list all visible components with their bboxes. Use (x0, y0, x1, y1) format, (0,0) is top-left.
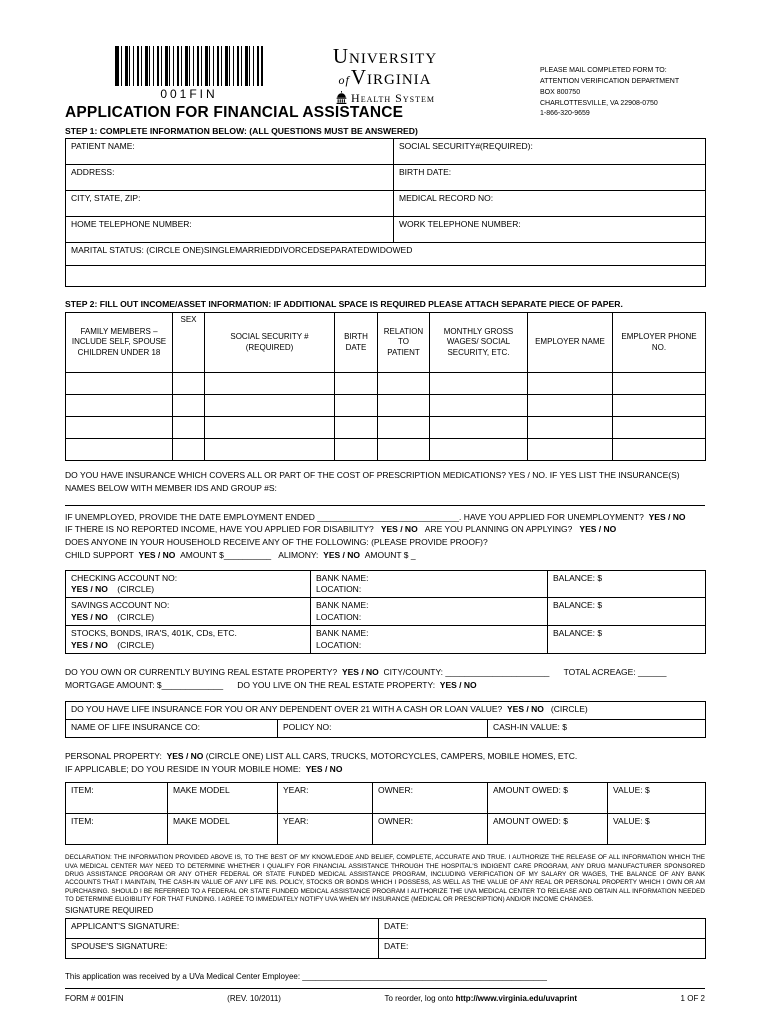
applicant-date-cell[interactable] (379, 919, 706, 939)
item-row (66, 783, 706, 814)
savings-bank-cell[interactable] (311, 598, 548, 626)
address-cell[interactable] (66, 165, 394, 191)
input-cell[interactable] (430, 395, 528, 417)
input-cell[interactable] (528, 373, 613, 395)
savings-account-row (66, 598, 706, 626)
input-cell[interactable] (430, 439, 528, 461)
savings-account-label: SAVINGS ACCOUNT NO: (71, 600, 170, 611)
item-label: ITEM: (71, 785, 94, 796)
signature-table (65, 918, 706, 959)
work-phone-label: WORK TELEPHONE NUMBER: (399, 219, 521, 229)
year-cell[interactable] (278, 783, 373, 814)
applicant-signature-cell[interactable] (66, 919, 379, 939)
input-cell[interactable] (335, 417, 378, 439)
input-cell[interactable] (378, 373, 430, 395)
home-phone-label: HOME TELEPHONE NUMBER: (71, 219, 192, 229)
life-insurance-question: DO YOU HAVE LIFE INSURANCE FOR YOU OR ANY DEPENDENT OVER 21 WITH A CASH OR LOAN VALUE? (71, 703, 503, 714)
make-model-cell[interactable] (168, 783, 278, 814)
balance-label: BALANCE: $ (553, 572, 603, 583)
city-county-blank[interactable]: CITY/COUNTY: ______________________ (383, 667, 550, 678)
stocks-bank-cell[interactable] (311, 626, 548, 654)
disability-text: IF THERE IS NO REPORTED INCOME, HAVE YOU APPLIED FOR DISABILITY? (65, 524, 374, 535)
alimony-text: ALIMONY: (278, 549, 319, 560)
checking-yes-no[interactable]: YES / NO (71, 583, 108, 594)
location-label: LOCATION: (316, 611, 362, 622)
items-table (65, 782, 706, 845)
mail-info (540, 66, 679, 120)
input-cell[interactable] (528, 395, 613, 417)
spouse-signature-label: SPOUSE'S SIGNATURE: (71, 941, 168, 952)
circle-hint: (CIRCLE) (550, 703, 588, 714)
mobile-home-text: IF APPLICABLE; DO YOU RESIDE IN YOUR MOBILE HOME: (65, 763, 301, 774)
work-phone-cell[interactable] (394, 217, 706, 243)
col-birth-date: BIRTH DATE (335, 313, 378, 373)
logo-health-system-line (295, 91, 475, 106)
live-on-property-text: DO YOU LIVE ON THE REAL ESTATE PROPERTY: (237, 680, 436, 691)
make-model-label: MAKE MODEL (173, 785, 230, 796)
life-insurance-yes-no[interactable]: YES / NO (506, 703, 544, 714)
savings-balance-cell[interactable] (548, 598, 706, 626)
city-state-zip-label: CITY, STATE, ZIP: (71, 193, 141, 203)
ssn-label: SOCIAL SECURITY#(REQUIRED): (399, 141, 533, 151)
policy-no-label: POLICY NO: (283, 721, 332, 732)
input-cell[interactable] (528, 417, 613, 439)
applicant-signature-label: APPLICANT'S SIGNATURE: (71, 921, 180, 932)
item-label: ITEM: (71, 816, 94, 827)
circle-hint: (CIRCLE) (117, 583, 155, 594)
marital-option-single[interactable]: SINGLE (203, 245, 236, 255)
family-member-row (66, 439, 706, 461)
checking-bank-cell[interactable] (311, 570, 548, 598)
cash-in-value-cell[interactable] (488, 719, 706, 737)
mail-line: 1-866-320-9659 (540, 110, 590, 118)
cash-in-value-label: CASH-IN VALUE: $ (493, 721, 568, 732)
marital-option-separated[interactable]: SEPARATED (319, 245, 370, 255)
input-cell[interactable] (66, 395, 173, 417)
amount-owed-cell[interactable] (488, 814, 608, 845)
stocks-balance-cell[interactable] (548, 626, 706, 654)
item-cell[interactable] (66, 783, 168, 814)
child-support-text: CHILD SUPPORT (65, 549, 134, 560)
live-on-property-yes-no[interactable]: YES / NO (439, 680, 477, 691)
logo-health-system: Health System (351, 91, 435, 106)
reorder-prefix: To reorder, log onto (384, 994, 456, 1004)
page-number: 1 OF 2 (680, 994, 705, 1004)
policy-no-cell[interactable] (278, 719, 488, 737)
total-acreage-blank[interactable]: TOTAL ACREAGE: ______ (563, 667, 667, 678)
input-cell[interactable] (378, 417, 430, 439)
revision: (REV. 10/2011) (227, 994, 281, 1004)
input-cell[interactable] (66, 417, 173, 439)
make-model-label: MAKE MODEL (173, 816, 230, 827)
insurance-question: DO YOU HAVE INSURANCE WHICH COVERS ALL OR PART OF THE COST OF PRESCRIPTION MEDICATIONS? YES / NO. IF YES LIST THE INSURANCE(S) NAMES BELOW WITH MEMBER IDS AND GROUP #S: (65, 470, 680, 493)
input-cell[interactable] (378, 395, 430, 417)
input-cell[interactable] (613, 395, 706, 417)
family-member-row (66, 373, 706, 395)
life-insurance-name-label: NAME OF LIFE INSURANCE CO: (71, 721, 200, 732)
bank-name-label: BANK NAME: (316, 572, 369, 583)
date-label: DATE: (384, 941, 409, 952)
col-employer-phone: EMPLOYER PHONE NO. (613, 313, 706, 373)
unemployment-yes-no[interactable]: YES / NO (648, 511, 686, 522)
col-relation: RELATION TO PATIENT (378, 313, 430, 373)
input-cell[interactable] (378, 439, 430, 461)
address-label: ADDRESS: (71, 167, 115, 177)
input-cell[interactable] (335, 395, 378, 417)
col-sex: SEX (173, 313, 205, 373)
input-cell[interactable] (205, 439, 335, 461)
col-monthly-gross: MONTHLY GROSS WAGES/ SOCIAL SECURITY, ETC. (430, 313, 528, 373)
marital-option-widowed[interactable]: WIDOWED (369, 245, 413, 255)
family-member-row (66, 417, 706, 439)
personal-property-text: PERSONAL PROPERTY: (65, 750, 162, 761)
owner-label: OWNER: (378, 785, 413, 796)
marital-option-divorced[interactable]: DIVORCED (274, 245, 320, 255)
year-label: YEAR: (283, 785, 309, 796)
amount-owed-label: AMOUNT OWED: $ (493, 785, 568, 796)
mail-line: ATTENTION VERIFICATION DEPARTMENT (540, 77, 680, 85)
patient-name-label: PATIENT NAME: (71, 141, 135, 151)
logo-university: University (332, 44, 438, 68)
input-cell[interactable] (205, 395, 335, 417)
mobile-home-line (65, 763, 705, 776)
mortgage-line (65, 679, 705, 692)
alimony-amount[interactable]: AMOUNT $ _ (364, 549, 416, 560)
household-line: DOES ANYONE IN YOUR HOUSEHOLD RECEIVE ANY OF THE FOLLOWING: (PLEASE PROVIDE PROOF)? (65, 537, 488, 547)
year-label: YEAR: (283, 816, 309, 827)
input-cell[interactable] (66, 373, 173, 395)
real-estate-text: DO YOU OWN OR CURRENTLY BUYING REAL ESTATE PROPERTY? (65, 667, 338, 678)
input-cell[interactable] (205, 417, 335, 439)
received-by-line[interactable]: This application was received by a UVa Medical Center Employee: _______________________________________________________ (65, 972, 548, 982)
step2-table (65, 312, 706, 461)
amount-owed-label: AMOUNT OWED: $ (493, 816, 568, 827)
stocks-cell[interactable] (66, 626, 311, 654)
input-cell[interactable] (430, 373, 528, 395)
item-row (66, 814, 706, 845)
mail-line: BOX 800750 (540, 88, 581, 96)
reorder-url[interactable]: http://www.virginia.edu/uvaprint (455, 994, 578, 1004)
logo-of: of (338, 73, 350, 88)
real-estate-yes-no[interactable]: YES / NO (341, 667, 379, 678)
balance-label: BALANCE: $ (553, 600, 603, 611)
patient-name-cell[interactable] (66, 139, 394, 165)
birth-date-cell[interactable] (394, 165, 706, 191)
marital-status-label: MARITAL STATUS: (CIRCLE ONE) (71, 245, 204, 255)
owner-cell[interactable] (373, 783, 488, 814)
bank-name-label: BANK NAME: (316, 600, 369, 611)
input-cell[interactable] (66, 439, 173, 461)
real-estate-question (65, 666, 705, 679)
alimony-yes-no[interactable]: YES / NO (323, 549, 360, 560)
owner-cell[interactable] (373, 814, 488, 845)
life-insurance-question-cell (66, 701, 706, 719)
bank-name-label: BANK NAME: (316, 628, 369, 639)
make-model-cell[interactable] (168, 814, 278, 845)
rotunda-icon (335, 91, 348, 106)
medical-record-label: MEDICAL RECORD NO: (399, 193, 494, 203)
uva-logo (295, 46, 475, 106)
stocks-row (66, 626, 706, 654)
mortgage-amount-blank[interactable]: MORTGAGE AMOUNT: $_____________ (65, 680, 224, 691)
unemployment-text: IF UNEMPLOYED, PROVIDE THE DATE EMPLOYMENT ENDED ______________________________. HAVE YOU APPLIED FOR UNEMPLOYMENT? (65, 511, 644, 522)
life-insurance-table (65, 701, 706, 738)
step1-table (65, 138, 706, 287)
location-label: LOCATION: (316, 639, 362, 650)
child-support-line (65, 549, 705, 562)
input-cell[interactable] (173, 439, 205, 461)
input-cell[interactable] (335, 373, 378, 395)
footer (65, 989, 705, 1003)
col-family-members: FAMILY MEMBERS – INCLUDE SELF, SPOUSE CHILDREN UNDER 18 (66, 313, 173, 373)
input-cell[interactable] (528, 439, 613, 461)
balance-label: BALANCE: $ (553, 628, 603, 639)
mail-line: CHARLOTTESVILLE, VA 22908-0750 (540, 99, 658, 107)
amount-owed-cell[interactable] (488, 783, 608, 814)
personal-property-line (65, 750, 705, 763)
ssn-cell[interactable] (394, 139, 706, 165)
disability-yes-no[interactable]: YES / NO (380, 524, 418, 535)
input-cell[interactable] (430, 417, 528, 439)
savings-account-cell[interactable] (66, 598, 311, 626)
step1-blank-row[interactable] (66, 266, 706, 287)
value-label: VALUE: $ (613, 816, 650, 827)
owner-label: OWNER: (378, 816, 413, 827)
input-cell[interactable] (173, 417, 205, 439)
input-cell[interactable] (335, 439, 378, 461)
value-cell[interactable] (608, 814, 706, 845)
marital-status-row (66, 243, 706, 266)
input-cell[interactable] (613, 439, 706, 461)
input-cell[interactable] (613, 373, 706, 395)
reorder-text (384, 994, 577, 1003)
logo-virginia: Virginia (350, 65, 432, 90)
marital-option-married[interactable]: MARRIED (235, 245, 275, 255)
item-cell[interactable] (66, 814, 168, 845)
accounts-table (65, 570, 706, 655)
stocks-yes-no[interactable]: YES / NO (71, 639, 108, 650)
signature-required-label: SIGNATURE REQUIRED (65, 906, 154, 916)
personal-property-list-text: (CIRCLE ONE) LIST ALL CARS, TRUCKS, MOTORCYCLES, CAMPERS, MOBILE HOMES, ETC. (205, 750, 578, 761)
col-social-security: SOCIAL SECURITY # (REQUIRED) (205, 313, 335, 373)
declaration-text: DECLARATION: THE INFORMATION PROVIDED ABOVE IS, TO THE BEST OF MY KNOWLEDGE AND BELIEF, COMPLETE, ACCURATE AND TRUE. I AUTHORIZE THE RELEASE OF ALL INFORMATION WHICH THE UVA MEDICAL CENTER MAY NEED TO DETERMINE WHETHER I QUALIFY FOR FINANCIAL ASSISTANCE THROUGH THE HOSPITAL'S INDIGENT CARE PROGRAM, ANY DRUG MANUFACTURER SPONSORED DRUG ASSISTANCE PROGRAM OR ANY OTHER FEDERAL OR STATE FUNDED MEDICAL ASSISTANCE PROGRAM, INCLUDING VERIFICATION OF MY SALARY OR WAGES, THE BALANCE OF ANY BANK ACCOUNTS THAT I MAINTAIN, THE CASH-IN VALUE OF ANY LIFE INS. POLICY, STOCKS OR BONDS WHICH I POSSESS, AS WELL AS THE VALUE OF ANY REAL OR PERSONAL PROPERTY WHICH I OWN OR AM PURCHASING. SHOULD I BE REFERRED TO A FEDERAL OR STATE FUNDED MEDICAL ASSISTANCE PROGRAM I AUTHORIZE THE UVA MEDICAL CENTER TO RELEASE AND OBTAIN ALL INFORMATION NEEDED TO DETERMINE ELIGIBILITY FOR THAT FUNDING. I AGREE TO IMMEDIATELY NOTIFY UVA WHEN MY INSURANCE (MEDICAL OR PRESCRIPTION) AND/OR INCOME CHANGES. (65, 854, 705, 903)
logo-virginia-line (295, 67, 475, 88)
input-cell[interactable] (173, 373, 205, 395)
checking-account-label: CHECKING ACCOUNT NO: (71, 572, 178, 583)
life-insurance-name-cell[interactable] (66, 719, 278, 737)
planning-yes-no[interactable]: YES / NO (579, 524, 617, 535)
birth-date-label: BIRTH DATE: (399, 167, 452, 177)
date-label: DATE: (384, 921, 409, 932)
input-cell[interactable] (205, 373, 335, 395)
medical-record-cell[interactable] (394, 191, 706, 217)
col-employer-name: EMPLOYER NAME (528, 313, 613, 373)
input-cell[interactable] (613, 417, 706, 439)
stocks-label: STOCKS, BONDS, IRA'S, 401K, CDs, ETC. (71, 628, 237, 639)
step2-heading: STEP 2: FILL OUT INCOME/ASSET INFORMATION: IF ADDITIONAL SPACE IS REQUIRED PLEASE ATTACH SEPARATE PIECE OF PAPER. (65, 299, 623, 309)
barcode-block (115, 46, 263, 101)
spouse-date-cell[interactable] (379, 939, 706, 959)
circle-hint: (CIRCLE) (117, 611, 155, 622)
child-support-amount[interactable]: AMOUNT $__________ (180, 549, 272, 560)
unemployment-line (65, 511, 705, 524)
barcode-label: 001FIN (160, 87, 218, 101)
mail-line: PLEASE MAIL COMPLETED FORM TO: (540, 67, 667, 74)
checking-account-cell[interactable] (66, 570, 311, 598)
city-state-zip-cell[interactable] (66, 191, 394, 217)
family-member-row (66, 395, 706, 417)
personal-property-yes-no[interactable]: YES / NO (166, 750, 204, 761)
planning-text: ARE YOU PLANNING ON APPLYING? (424, 524, 573, 535)
mobile-home-yes-no[interactable]: YES / NO (305, 763, 343, 774)
circle-hint: (CIRCLE) (117, 639, 155, 650)
form-number: FORM # 001FIN (65, 994, 124, 1004)
checking-balance-cell[interactable] (548, 570, 706, 598)
barcode (115, 46, 263, 86)
step1-heading: STEP 1: COMPLETE INFORMATION BELOW: (ALL QUESTIONS MUST BE ANSWERED) (65, 126, 418, 136)
savings-yes-no[interactable]: YES / NO (71, 611, 108, 622)
child-support-yes-no[interactable]: YES / NO (138, 549, 176, 560)
value-label: VALUE: $ (613, 785, 650, 796)
disability-line (65, 523, 705, 536)
input-cell[interactable] (173, 395, 205, 417)
location-label: LOCATION: (316, 583, 362, 594)
checking-account-row (66, 570, 706, 598)
year-cell[interactable] (278, 814, 373, 845)
value-cell[interactable] (608, 783, 706, 814)
insurance-writeline[interactable] (65, 495, 705, 506)
home-phone-cell[interactable] (66, 217, 394, 243)
spouse-signature-cell[interactable] (66, 939, 379, 959)
page-title: APPLICATION FOR FINANCIAL ASSISTANCE (65, 104, 404, 121)
